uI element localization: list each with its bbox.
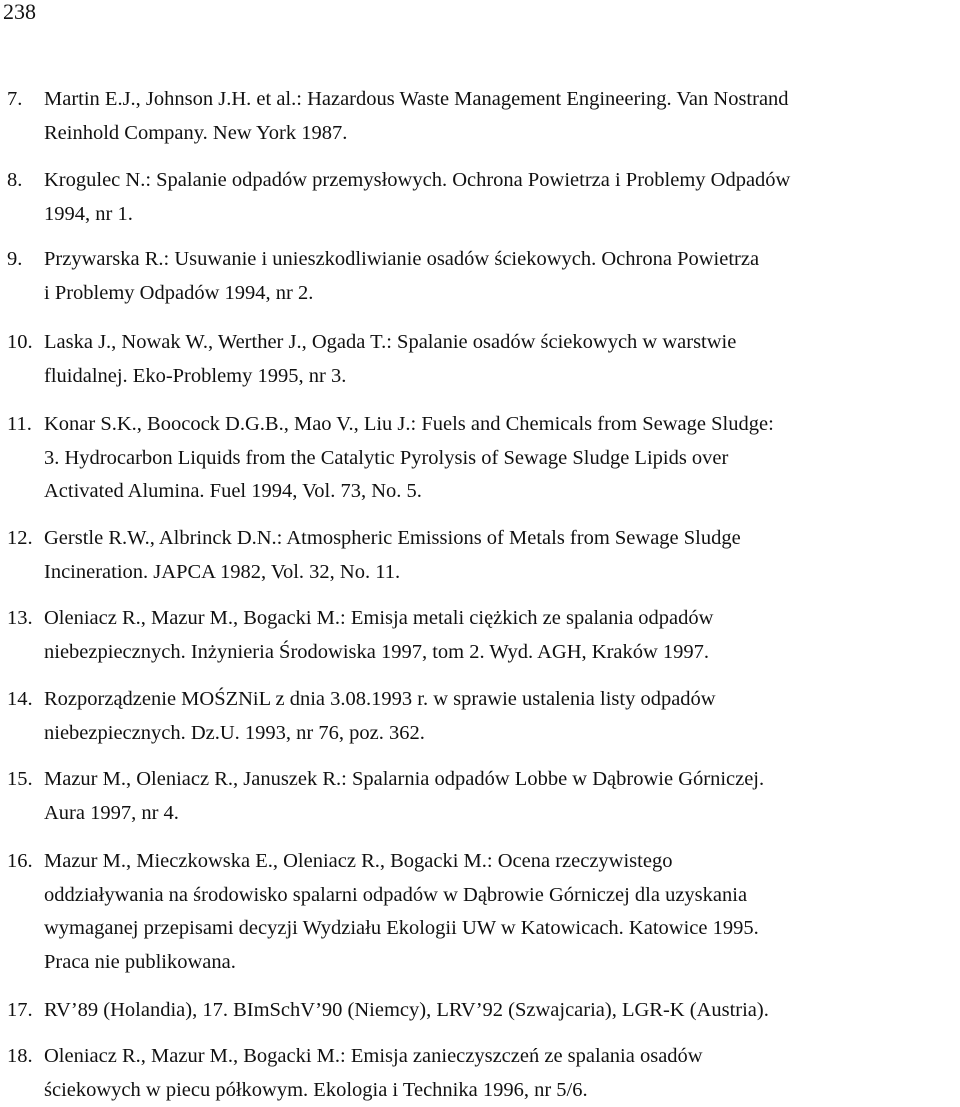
reference-number: 17. xyxy=(7,994,33,1028)
reference-text xyxy=(44,164,944,231)
reference-text xyxy=(44,1040,944,1107)
reference-text xyxy=(44,243,944,310)
reference-line: Praca nie publikowana. xyxy=(44,946,944,980)
reference-line: Przywarska R.: Usuwanie i unieszkodliwianie osadów ściekowych. Ochrona Powietrza xyxy=(44,243,944,277)
reference-line: Laska J., Nowak W., Werther J., Ogada T.: Spalanie osadów ściekowych w warstwie xyxy=(44,326,944,360)
reference-line: Gerstle R.W., Albrinck D.N.: Atmospheric Emissions of Metals from Sewage Sludge xyxy=(44,522,944,556)
reference-text xyxy=(44,994,944,1028)
reference-line: Oleniacz R., Mazur M., Bogacki M.: Emisja zanieczyszczeń ze spalania osadów xyxy=(44,1040,944,1074)
reference-number: 16. xyxy=(7,845,33,879)
reference-number: 8. xyxy=(7,164,22,198)
reference-number: 14. xyxy=(7,683,33,717)
reference-line: Activated Alumina. Fuel 1994, Vol. 73, No. 5. xyxy=(44,475,944,509)
reference-text xyxy=(44,763,944,830)
reference-text xyxy=(44,522,944,589)
reference-text xyxy=(44,408,944,509)
reference-line: Aura 1997, nr 4. xyxy=(44,797,944,831)
reference-text xyxy=(44,602,944,669)
reference-line: Rozporządzenie MOŚZNiL z dnia 3.08.1993 r. w sprawie ustalenia listy odpadów xyxy=(44,683,944,717)
reference-number: 11. xyxy=(7,408,32,442)
reference-text xyxy=(44,326,944,393)
reference-line: Konar S.K., Boocock D.G.B., Mao V., Liu J.: Fuels and Chemicals from Sewage Sludge: xyxy=(44,408,944,442)
reference-number: 18. xyxy=(7,1040,33,1074)
reference-line: Mazur M., Mieczkowska E., Oleniacz R., Bogacki M.: Ocena rzeczywistego xyxy=(44,845,944,879)
reference-number: 10. xyxy=(7,326,33,360)
reference-number: 12. xyxy=(7,522,33,556)
reference-text xyxy=(44,845,944,979)
reference-number: 15. xyxy=(7,763,33,797)
reference-line: wymaganej przepisami decyzji Wydziału Ekologii UW w Katowicach. Katowice 1995. xyxy=(44,912,944,946)
reference-number: 7. xyxy=(7,83,22,117)
reference-line: fluidalnej. Eko-Problemy 1995, nr 3. xyxy=(44,360,944,394)
reference-line: RV’89 (Holandia), 17. BImSchV’90 (Niemcy), LRV’92 (Szwajcaria), LGR-K (Austria). xyxy=(44,994,944,1028)
reference-number: 9. xyxy=(7,243,22,277)
reference-line: Oleniacz R., Mazur M., Bogacki M.: Emisja metali ciężkich ze spalania odpadów xyxy=(44,602,944,636)
reference-number: 13. xyxy=(7,602,33,636)
reference-text xyxy=(44,83,944,150)
reference-line: Incineration. JAPCA 1982, Vol. 32, No. 11. xyxy=(44,556,944,590)
reference-text xyxy=(44,683,944,750)
reference-line: 3. Hydrocarbon Liquids from the Catalytic Pyrolysis of Sewage Sludge Lipids over xyxy=(44,442,944,476)
page-number: 238 xyxy=(3,0,36,25)
reference-line: i Problemy Odpadów 1994, nr 2. xyxy=(44,277,944,311)
reference-line: Martin E.J., Johnson J.H. et al.: Hazardous Waste Management Engineering. Van Nostrand xyxy=(44,83,944,117)
reference-line: oddziaływania na środowisko spalarni odpadów w Dąbrowie Górniczej dla uzyskania xyxy=(44,879,944,913)
reference-line: ściekowych w piecu półkowym. Ekologia i Technika 1996, nr 5/6. xyxy=(44,1074,944,1107)
reference-line: Reinhold Company. New York 1987. xyxy=(44,117,944,151)
reference-line: Mazur M., Oleniacz R., Januszek R.: Spalarnia odpadów Lobbe w Dąbrowie Górniczej. xyxy=(44,763,944,797)
reference-line: niebezpiecznych. Dz.U. 1993, nr 76, poz. 362. xyxy=(44,717,944,751)
reference-line: 1994, nr 1. xyxy=(44,198,944,232)
reference-line: Krogulec N.: Spalanie odpadów przemysłowych. Ochrona Powietrza i Problemy Odpadów xyxy=(44,164,944,198)
reference-line: niebezpiecznych. Inżynieria Środowiska 1997, tom 2. Wyd. AGH, Kraków 1997. xyxy=(44,636,944,670)
